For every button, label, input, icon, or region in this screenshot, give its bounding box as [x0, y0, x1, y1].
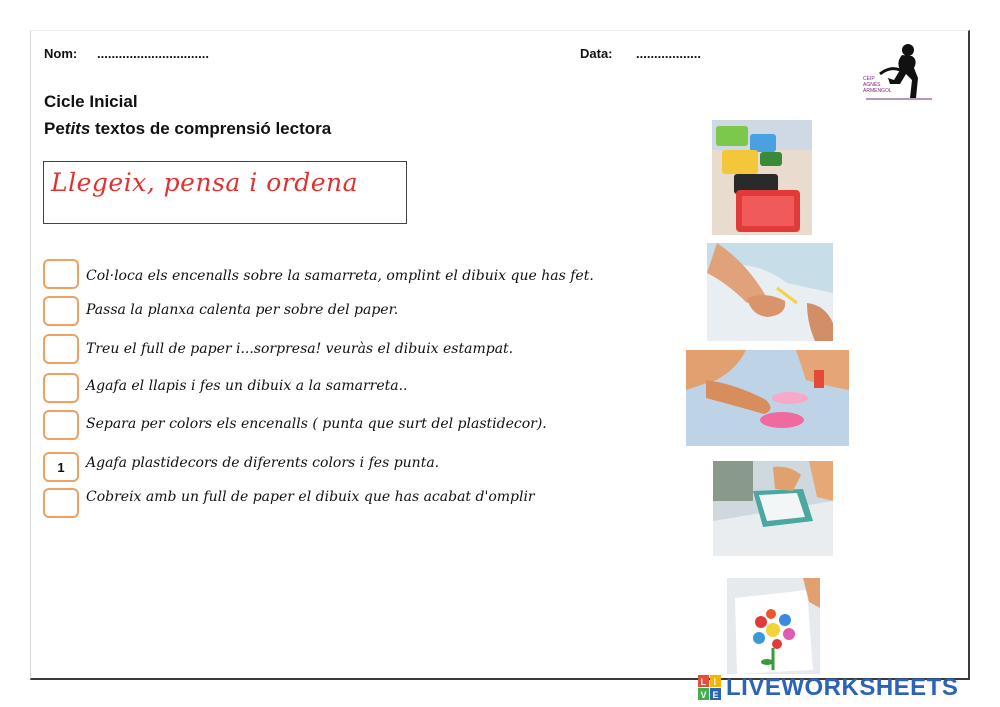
- instruction-text: Llegeix, pensa i ordena: [51, 168, 359, 197]
- answer-box[interactable]: [43, 296, 79, 326]
- answer-box[interactable]: [43, 488, 79, 518]
- photo-ironing-paper: [713, 461, 833, 556]
- step-text: Col·loca els encenalls sobre la samarreta, omplint el dibuix que has fet.: [86, 268, 594, 284]
- answer-box[interactable]: [43, 259, 79, 289]
- liveworksheets-wordmark: LIVEWORKSHEETS: [726, 674, 959, 701]
- school-logo-text: CEIP AGNÈS ARMENGOL: [863, 76, 892, 94]
- date-field[interactable]: ..................: [636, 46, 702, 61]
- answer-box[interactable]: [43, 410, 79, 440]
- photo-printed-flower: [727, 578, 820, 674]
- step-text: Treu el full de paper i...sorpresa! veuràs el dibuix estampat.: [86, 341, 514, 357]
- name-label: Nom:: [44, 46, 78, 61]
- step-text: Agafa el llapis i fes un dibuix a la samarreta..: [86, 378, 408, 394]
- answer-box[interactable]: 1: [43, 452, 79, 482]
- instruction-banner: [43, 161, 407, 224]
- cycle-title: Cicle Inicial: [44, 92, 138, 111]
- date-label: Data:: [580, 46, 613, 61]
- step-text: Agafa plastidecors de diferents colors i fes punta.: [86, 455, 440, 471]
- svg-text:L: L: [700, 677, 706, 687]
- liveworksheets-badge-icon: [698, 675, 722, 701]
- photo-colored-shavings: [712, 120, 812, 235]
- answer-box[interactable]: [43, 373, 79, 403]
- step-text: Passa la planxa calenta per sobre del paper.: [86, 302, 399, 318]
- worksheet-subtitle: Petits textos de comprensió lectora: [44, 119, 332, 138]
- answer-box[interactable]: [43, 334, 79, 364]
- svg-text:V: V: [700, 690, 707, 700]
- photo-placing-shavings: [686, 350, 849, 446]
- liveworksheets-logo: [698, 674, 958, 702]
- photo-drawing-on-shirt: [707, 243, 833, 341]
- svg-text:E: E: [712, 690, 719, 700]
- step-text: Cobreix amb un full de paper el dibuix que has acabat d'omplir: [86, 489, 535, 505]
- svg-text:I: I: [713, 677, 717, 687]
- step-text: Separa per colors els encenalls ( punta que surt del plastidecor).: [86, 416, 547, 432]
- name-field[interactable]: ...............................: [97, 46, 209, 61]
